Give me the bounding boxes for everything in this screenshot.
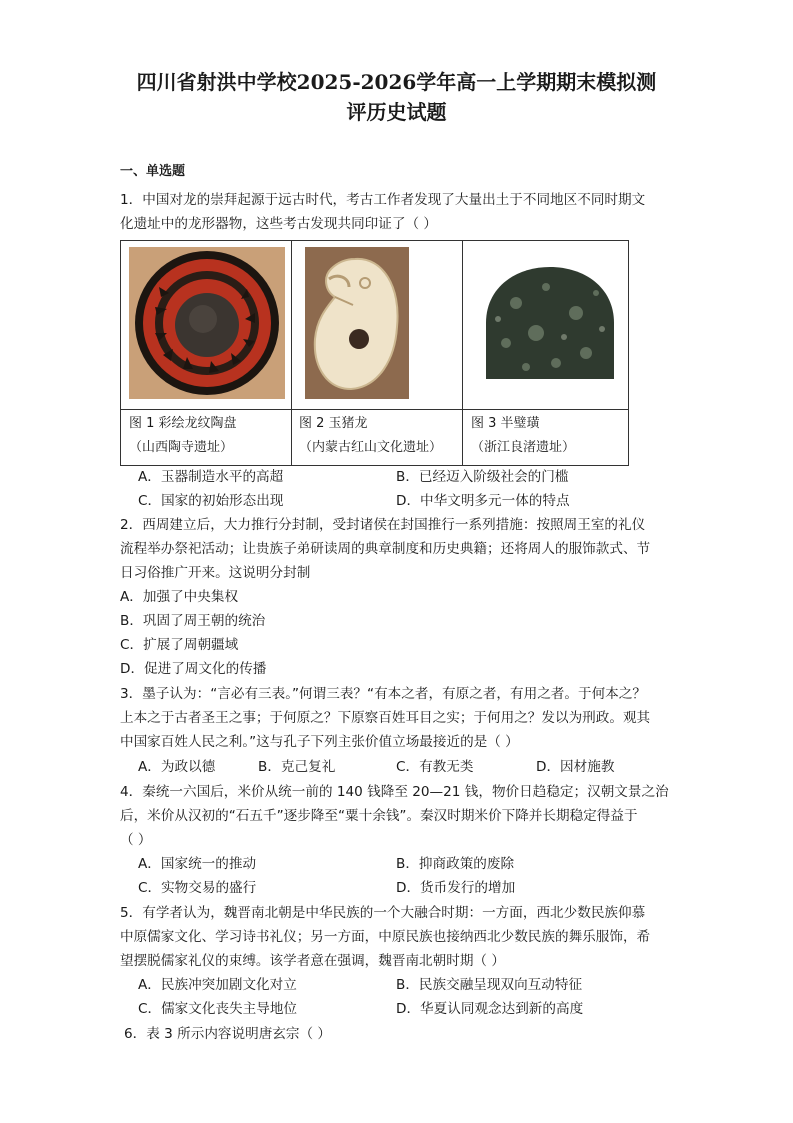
q1-figure-table <box>120 240 629 466</box>
q5-option-d[interactable]: D．华夏认同观念达到新的高度 <box>396 1001 584 1017</box>
q3-stem-line1: 3．墨子认为：“言必有三表。”何谓三表？“有本之者，有原之者，有用之者。于何本之？ <box>120 686 646 702</box>
q3-option-d[interactable]: D．因材施教 <box>536 759 615 775</box>
figure1-site: （山西陶寺遗址） <box>129 440 234 455</box>
q4-option-d[interactable]: D．货币发行的增加 <box>396 880 516 896</box>
q6-stem-line1: 6．表 3 所示内容说明唐玄宗（ ） <box>124 1026 331 1042</box>
q3-option-b[interactable]: B．克己复礼 <box>258 759 336 775</box>
q5-option-a[interactable]: A．民族冲突加剧文化对立 <box>138 977 297 993</box>
q2-option-b[interactable]: B．巩固了周王朝的统治 <box>120 613 266 629</box>
figure3-caption: 图 3 半璧璜 <box>471 416 540 431</box>
document-title-line1: 四川省射洪中学校2025-2026学年高一上学期期末模拟测 <box>136 70 657 94</box>
figure2-site: （内蒙古红山文化遗址） <box>299 440 443 455</box>
figure3-site: （浙江良渚遗址） <box>471 440 576 455</box>
q1-stem-line1: 1．中国对龙的崇拜起源于远古时代，考古工作者发现了大量出土于不同地区不同时期文 <box>120 192 646 208</box>
q4-option-b[interactable]: B．抑商政策的废除 <box>396 856 515 872</box>
document-title-line2: 评历史试题 <box>346 100 447 124</box>
figure2-caption: 图 2 玉猪龙 <box>299 416 368 431</box>
q4-stem-line2: 后，米价从汉初的“石五千”逐步降至“粟十余钱”。秦汉时期米价下降并长期稳定得益于 <box>120 808 638 824</box>
q3-option-c[interactable]: C．有教无类 <box>396 759 474 775</box>
q4-option-a[interactable]: A．国家统一的推动 <box>138 856 257 872</box>
q1-option-b[interactable]: B．已经迈入阶级社会的门槛 <box>396 469 569 485</box>
section-heading: 一、单选题 <box>120 164 186 179</box>
q1-option-c[interactable]: C．国家的初始形态出现 <box>138 493 284 509</box>
q5-stem-line3: 望摆脱儒家礼仪的束缚。该学者意在强调，魏晋南北朝时期（ ） <box>120 953 505 969</box>
jade-pig-dragon-icon <box>305 247 409 399</box>
q3-option-a[interactable]: A．为政以德 <box>138 759 216 775</box>
q1-stem-line2: 化遗址中的龙形器物，这些考古发现共同印证了（ ） <box>120 216 437 232</box>
q3-stem-line3: 中国家百姓人民之利。”这与孔子下列主张价值立场最接近的是（ ） <box>120 734 519 750</box>
q1-option-d[interactable]: D．中华文明多元一体的特点 <box>396 493 570 509</box>
q5-stem-line1: 5．有学者认为，魏晋南北朝是中华民族的一个大融合时期：一方面，西北少数民族仰慕 <box>120 905 646 921</box>
q2-stem-line1: 2．西周建立后，大力推行分封制，受封诸侯在封国推行一系列措施：按照周王室的礼仪 <box>120 517 646 533</box>
q2-stem-line2: 流程举办祭祀活动；让贵族子弟研读周的典章制度和历史典籍；还将周人的服饰款式、节 <box>120 541 651 557</box>
q4-option-c[interactable]: C．实物交易的盛行 <box>138 880 257 896</box>
q2-option-d[interactable]: D．促进了周文化的传播 <box>120 661 267 677</box>
q4-stem-line3: （ ） <box>120 832 152 848</box>
painted-dragon-plate-icon <box>129 247 285 399</box>
q2-option-a[interactable]: A．加强了中央集权 <box>120 589 239 605</box>
half-bi-huang-icon <box>476 263 622 383</box>
q5-stem-line2: 中原儒家文化、学习诗书礼仪；另一方面，中原民族也接纳西北少数民族的舞乐服饰，希 <box>120 929 651 945</box>
q1-option-a[interactable]: A．玉器制造水平的高超 <box>138 469 284 485</box>
q3-stem-line2: 上本之于古者圣王之事；于何原之？下原察百姓耳目之实；于何用之？发以为刑政。观其 <box>120 710 651 726</box>
q5-option-b[interactable]: B．民族交融呈现双向互动特征 <box>396 977 583 993</box>
q4-stem-line1: 4．秦统一六国后，米价从统一前的 140 钱降至 20—21 钱，物价日趋稳定；汉朝文景之治 <box>120 784 669 800</box>
q5-option-c[interactable]: C．儒家文化丧失主导地位 <box>138 1001 298 1017</box>
figure1-caption: 图 1 彩绘龙纹陶盘 <box>129 416 237 431</box>
q2-option-c[interactable]: C．扩展了周朝疆域 <box>120 637 239 653</box>
q2-stem-line3: 日习俗推广开来。这说明分封制 <box>120 565 311 581</box>
